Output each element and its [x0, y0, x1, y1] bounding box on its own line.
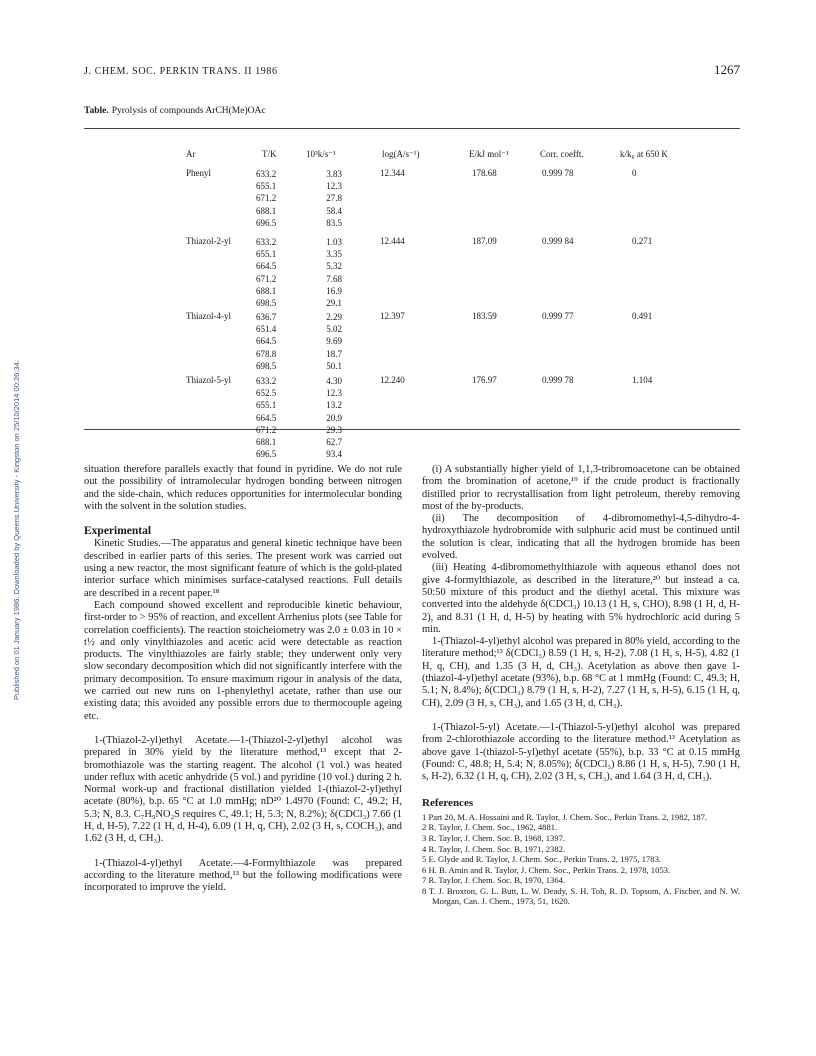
- rate-value: 13.2: [326, 400, 342, 411]
- relative-rate-value: 0: [632, 168, 637, 178]
- rate-value: 62.7: [326, 436, 342, 447]
- rate-value: 3.83: [326, 169, 342, 179]
- rate-values: [298, 168, 342, 229]
- column-header-activation-energy: E/kJ mol⁻¹: [469, 149, 509, 159]
- references-heading: References: [422, 797, 474, 810]
- reference-item: 8 T. J. Broxton, G. L. Butt, L. W. Deady, S. H. Toh, R. D. Topsom, A. Fischer, and N. W. Morgan, Can. J. Chem., 1973, 51, 1620.: [422, 885, 740, 907]
- aryl-name: Thiazol-2-yl: [186, 236, 231, 246]
- rate-value: 12.3: [326, 388, 342, 399]
- temperature-value: 688.1: [256, 285, 277, 296]
- column-header-correlation: Corr. coefft.: [540, 149, 584, 159]
- rate-values: [298, 375, 342, 460]
- temperature-value: 696.5: [256, 449, 277, 460]
- references-list: [422, 812, 740, 907]
- log-a-value: 12.397: [380, 311, 405, 321]
- reference-item: 5 E. Glyde and R. Taylor, J. Chem. Soc., Perkin Trans. 2, 1975, 1783.: [422, 854, 662, 865]
- temperature-value: 633.2: [256, 169, 277, 179]
- rate-value: 16.9: [326, 285, 342, 296]
- rate-value: 18.7: [326, 348, 342, 359]
- relative-rate-value: 1.104: [632, 375, 653, 385]
- rate-value: 93.4: [326, 449, 342, 460]
- rate-value: 2.29: [326, 312, 342, 322]
- activation-energy-value: 183.59: [472, 311, 497, 321]
- reference-item: 4 R. Taylor, J. Chem. Soc. B, 1971, 2382.: [422, 843, 566, 854]
- temperature-value: 651.4: [256, 324, 277, 335]
- table-body: [94, 129, 740, 460]
- left-column: [84, 464, 402, 895]
- kinetic-studies-paragraph: Kinetic Studies.—The apparatus and general kinetic technique have been described in earlier parts of this series. The present work was carried out using a new reactor, the most significant feature of which is the gold-plated interior surface which minimises surface-catalysed reactions. Full details are described in a recent paper.¹⁸: [84, 538, 402, 599]
- activation-energy-value: 176.97: [472, 375, 497, 385]
- reference-item: 2 R. Taylor, J. Chem. Soc., 1962, 4881.: [422, 822, 558, 833]
- download-watermark: [0, 200, 21, 700]
- temperature-value: 671.2: [256, 424, 277, 435]
- relative-rate-value: 0.271: [632, 236, 653, 246]
- rate-value: 5.02: [326, 324, 342, 335]
- rate-value: 83.5: [326, 217, 342, 228]
- temperature-value: 664.5: [256, 261, 277, 272]
- temperature-value: 655.1: [256, 181, 277, 192]
- reference-item: 6 H. B. Amin and R. Taylor, J. Chem. Soc., Perkin Trans. 2, 1978, 1053.: [422, 864, 671, 875]
- temperature-value: 671.2: [256, 193, 277, 204]
- temperature-value: 633.2: [256, 376, 277, 386]
- correlation-value: 0.999 84: [542, 236, 574, 246]
- correlation-value: 0.999 78: [542, 168, 574, 178]
- reference-item: 3 R. Taylor, J. Chem. Soc. B, 1968, 1397.: [422, 832, 566, 843]
- relative-rate-value: 0.491: [632, 311, 653, 321]
- modification-ii-paragraph: (ii) The decomposition of 4-dibromomethyl-4,5-dihydro-4-hydroxythiazole hydrobromide with sulphuric acid must be continued until the solution is clear, indicating that all the hydrogen bromide has been evolved.: [422, 513, 740, 562]
- rate-value: 9.69: [326, 336, 342, 347]
- log-a-value: 12.344: [380, 168, 405, 178]
- activation-energy-value: 187.09: [472, 236, 497, 246]
- temperature-value: 652.5: [256, 388, 277, 399]
- rate-value: 5.32: [326, 261, 342, 272]
- temperature-value: 636.7: [256, 312, 277, 322]
- correlation-value: 0.999 78: [542, 375, 574, 385]
- thiazol-2-yl-paragraph: 1-(Thiazol-2-yl)ethyl Acetate.—1-(Thiazol-2-yl)ethyl alcohol was prepared in 30% yield by the literature method,¹³ except that 2-bromothiazole was the starting reagent. The alcohol (1 vol.) was heated under reflux with acetic anhydride (5 vol.) and pyridine (10 vol.) during 2 h. Normal work-up and fractional distillation yielded 1-(thiazol-2-yl)ethyl acetate (80%), b.p. 65 °C at 1.0 mmHg; nD²⁰ 1.4970 (Found: C, 49.2; H, 5.3; N, 8.3. C₇H₉NO₂S requires C, 49.1; H, 5.3; N, 8.2%); δ(CDCl₃) 7.66 (1 H, d, H-5), 7.22 (1 H, d, H-4), 6.09 (1 H, q, CH), 2.02 (3 H, s, COCH₃), and 1.62 (3 H, d, CH₃).: [84, 734, 402, 845]
- temperature-values: [256, 168, 276, 229]
- column-header-rate: 10³k/s⁻¹: [306, 149, 336, 159]
- temperature-value: 664.5: [256, 336, 277, 347]
- rate-value: 12.3: [326, 181, 342, 192]
- column-header-ar: Ar: [186, 149, 196, 159]
- temperature-value: 664.5: [256, 412, 277, 423]
- temperature-value: 698.5: [256, 360, 277, 371]
- download-watermark-text: Published on 01 January 1986. Downloaded by Queens University - Kingston on 25/10/2014 00:26:34.: [12, 360, 21, 700]
- temperature-value: 688.1: [256, 205, 277, 216]
- column-header-temperature: T/K: [262, 149, 277, 159]
- intro-paragraph: situation therefore parallels exactly that found in pyridine. We do not rule out the possibility of intramolecular hydrogen bonding between nitrogen and the side-chain, which reduces opportunities for intermolecular bonding with the solvent in the solution studies.: [84, 464, 402, 512]
- rate-value: 29.3: [326, 424, 342, 435]
- temperature-value: 678.8: [256, 348, 277, 359]
- page-number: 1267: [714, 62, 740, 77]
- temperature-value: 698.5: [256, 297, 277, 308]
- table-bottom-rule: [84, 429, 740, 430]
- aryl-name: Thiazol-4-yl: [186, 311, 231, 321]
- thiazol-5-yl-paragraph: 1-(Thiazol-5-yl) Acetate.—1-(Thiazol-5-yl)ethyl alcohol was prepared from 2-chlorothiazole according to the literature method.¹³ Acetylation as above gave 1-(thiazol-5-yl)ethyl acetate (55%), b.p. 33 °C at 0.15 mmHg (Found: C, 48.8; H, 5.4; N, 8.05%); δ(CDCl₃) 8.86 (1 H, s, H-5), 7.90 (1 H, s, H-2), 6.32 (1 H, q, CH), 2.02 (3 H, s, CH₃), and 1.64 (3 H, d, CH₃).: [422, 721, 740, 783]
- rate-value: 58.4: [326, 205, 342, 216]
- temperature-values: [256, 311, 276, 372]
- temperature-value: 696.5: [256, 217, 277, 228]
- temperature-value: 655.1: [256, 400, 277, 411]
- column-header-log-a: log(A/s⁻¹): [382, 149, 420, 159]
- journal-running-head: J. CHEM. SOC. PERKIN TRANS. II 1986: [84, 66, 278, 77]
- log-a-value: 12.444: [380, 236, 405, 246]
- rate-value: 29.1: [326, 297, 342, 308]
- temperature-values: [256, 375, 276, 460]
- table-caption-text: Pyrolysis of compounds ArCH(Me)OAc: [111, 106, 266, 116]
- temperature-value: 688.1: [256, 436, 277, 447]
- thiazol-4-yl-alcohol-paragraph: 1-(Thiazol-4-yl)ethyl alcohol was prepared in 80% yield, according to the literature method;¹³ δ(CDCl₃) 8.59 (1 H, s, H-2), 7.08 (1 H, s, H-5), 4.82 (1 H, q, CH), and 1.35 (3 H, d, CH₃). Acetylation as above then gave 1-(thiazol-4-yl)ethyl acetate (93%), b.p. 68 °C at 1 mmHg (Found: C, 49.3; H, 5.1; N, 8.4%); δ(CDCl₃) 8.79 (1 H, s, H-2), 7.27 (1 H, s, H-5), 6.15 (1 H, q, CH), 2.09 (3 H, s, CH₃), and 1.65 (3 H, d, CH₃).: [422, 636, 740, 709]
- log-a-value: 12.240: [380, 375, 405, 385]
- temperature-value: 655.1: [256, 249, 277, 260]
- column-header-relative-rate: k/k₀ at 650 K: [620, 149, 668, 159]
- reference-item: 7 R. Taylor, J. Chem. Soc. B, 1970, 1364.: [422, 875, 566, 886]
- rate-value: 3.35: [326, 249, 342, 260]
- data-table: [84, 106, 740, 460]
- rate-value: 20.9: [326, 412, 342, 423]
- rate-values: [298, 311, 342, 372]
- rate-value: 4.30: [326, 376, 342, 386]
- correlation-value: 0.999 77: [542, 311, 574, 321]
- aryl-name: Thiazol-5-yl: [186, 375, 231, 385]
- rate-value: 7.68: [326, 273, 342, 284]
- modification-i-paragraph: (i) A substantially higher yield of 1,1,3-tribromoacetone can be obtained from the bromination of acetone,¹⁹ if the crude product is fractionally distilled prior to recrystallisation from light petroleum, thereby removing most of the by-products.: [422, 464, 740, 512]
- table-caption: [84, 106, 740, 116]
- table-label: Table.: [84, 106, 109, 116]
- temperature-value: 633.2: [256, 237, 277, 247]
- aryl-name: Phenyl: [186, 168, 212, 178]
- reference-item: 1 Part 20, M. A. Hossaini and R. Taylor, J. Chem. Soc., Perkin Trans. 2, 1982, 187.: [422, 811, 708, 822]
- page-header: [84, 62, 740, 82]
- activation-energy-value: 178.68: [472, 168, 497, 178]
- right-column: [422, 464, 740, 907]
- rate-value: 50.1: [326, 360, 342, 371]
- modification-iii-paragraph: (iii) Heating 4-dibromomethylthiazole with aqueous ethanol does not give 4-formylthiazole, as described in the literature,²⁰ but instead a ca. 50:50 mixture of this product and the diethyl acetal. This mixture was converted into the aldehyde δ(CDCl₃) 10.13 (1 H, s, CHO), 8.98 (1 H, d, H-2), and 8.31 (1 H, d, H-5) by heating with 5% hydrochloric acid during 5 min.: [422, 562, 740, 635]
- rate-value: 1.03: [326, 237, 342, 247]
- temperature-values: [256, 236, 276, 309]
- section-heading: Experimental: [84, 525, 152, 538]
- thiazol-4-yl-paragraph: 1-(Thiazol-4-yl)ethyl Acetate.—4-Formylthiazole was prepared according to the literature method,¹³ but the following modifications were incorporated to improve the yield.: [84, 857, 402, 894]
- rate-values: [298, 236, 342, 309]
- rate-value: 27.8: [326, 193, 342, 204]
- temperature-value: 671.2: [256, 273, 277, 284]
- kinetic-behaviour-paragraph: Each compound showed excellent and reproducible kinetic behaviour, first-order to > 95% of reaction, and excellent Arrhenius plots (see Table for correlation coefficients). The reaction stoicheiometry was 2.0 ± 0.03 in 10 × t½ and only vinylthiazoles and acetic acid were detectable as reaction products. The vinylthiazoles are fairly stable; they underwent only very slow secondary decomposition which did not significantly interfere with the primary decomposition. To ensure maximum rigour in analysis of the data, we carried out new runs on 1-phenylethyl acetate, rather than use our existing data; this avoided any possible errors due to thermocouple ageing etc.: [84, 599, 402, 722]
